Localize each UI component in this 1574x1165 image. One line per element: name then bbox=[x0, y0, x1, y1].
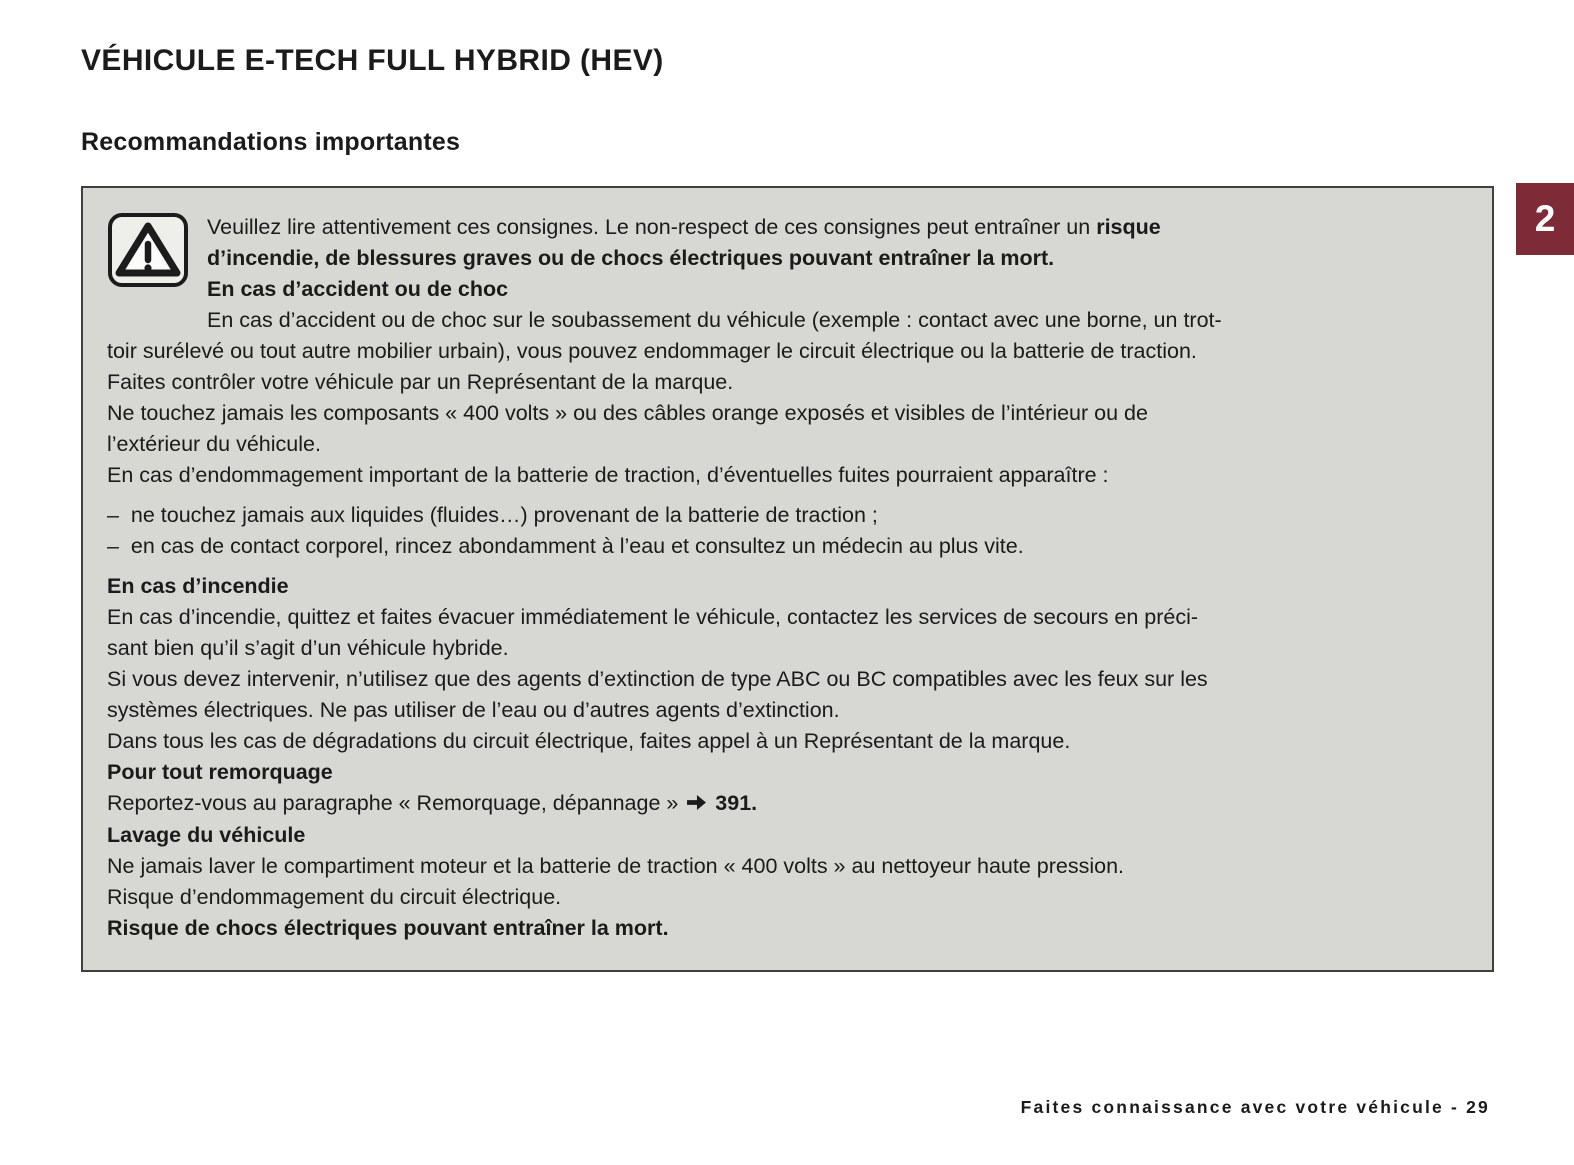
warning-line bbox=[107, 695, 1468, 726]
chapter-tab bbox=[1516, 183, 1574, 255]
warning-text-bold: En cas d’accident ou de choc bbox=[207, 277, 509, 301]
warning-line bbox=[107, 367, 1468, 398]
warning-text-segment: l’extérieur du véhicule. bbox=[107, 432, 321, 456]
warning-box bbox=[81, 186, 1494, 972]
warning-text-segment: En cas d’endommagement important de la batterie de traction, d’éventuelles fuites pourraient apparaître : bbox=[107, 463, 1109, 487]
warning-triangle-icon bbox=[107, 212, 189, 288]
warning-text-segment: sant bien qu’il s’agit d’un véhicule hybride. bbox=[107, 636, 509, 660]
warning-line bbox=[107, 602, 1468, 633]
warning-text-bold: 391. bbox=[709, 791, 758, 815]
warning-line bbox=[107, 305, 1468, 336]
warning-text-segment: Si vous devez intervenir, n’utilisez que des agents d’extinction de type ABC ou BC compatibles avec les feux sur les bbox=[107, 667, 1208, 691]
warning-text-segment: En cas d’incendie, quittez et faites évacuer immédiatement le véhicule, contactez les services de secours en préci- bbox=[107, 605, 1199, 629]
warning-text-segment: Risque d’endommagement du circuit électrique. bbox=[107, 885, 562, 909]
warning-text-segment: Faites contrôler votre véhicule par un Représentant de la marque. bbox=[107, 370, 734, 394]
warning-line bbox=[107, 913, 1468, 944]
section-title: Recommandations importantes bbox=[81, 128, 461, 156]
warning-line bbox=[107, 429, 1468, 460]
warning-text-bold: risque bbox=[1096, 215, 1161, 239]
warning-text-segment: toir surélevé ou tout autre mobilier urbain), vous pouvez endommager le circuit électrique ou la batterie de traction. bbox=[107, 339, 1197, 363]
warning-text-segment: Ne jamais laver le compartiment moteur et la batterie de traction « 400 volts » au nettoyeur haute pression. bbox=[107, 854, 1125, 878]
warning-text-bold: Pour tout remorquage bbox=[107, 760, 333, 784]
warning-line bbox=[107, 664, 1468, 695]
warning-line bbox=[107, 531, 1468, 562]
warning-line bbox=[107, 820, 1468, 851]
warning-line bbox=[107, 212, 1468, 243]
warning-line bbox=[107, 788, 1468, 820]
warning-text-segment: Dans tous les cas de dégradations du circuit électrique, faites appel à un Représentant de la marque. bbox=[107, 729, 1071, 753]
page-title: VÉHICULE E-TECH FULL HYBRID (HEV) bbox=[81, 44, 664, 77]
warning-text-bold: d’incendie, de blessures graves ou de chocs électriques pouvant entraîner la mort. bbox=[207, 246, 1055, 270]
warning-line bbox=[107, 851, 1468, 882]
warning-text-segment: – ne touchez jamais aux liquides (fluides…) provenant de la batterie de traction ; bbox=[107, 503, 878, 527]
warning-text-segment: Ne touchez jamais les composants « 400 volts » ou des câbles orange exposés et visibles de l’intérieur ou de bbox=[107, 401, 1148, 425]
warning-text bbox=[107, 212, 1468, 944]
warning-line bbox=[107, 336, 1468, 367]
warning-line bbox=[107, 274, 1468, 305]
warning-text-bold: Lavage du véhicule bbox=[107, 823, 306, 847]
warning-line bbox=[107, 571, 1468, 602]
footer-text: Faites connaissance avec votre véhicule - 29 bbox=[1020, 1097, 1490, 1117]
warning-text-segment: systèmes électriques. Ne pas utiliser de l’eau ou d’autres agents d’extinction. bbox=[107, 698, 840, 722]
warning-text-bold: En cas d’incendie bbox=[107, 574, 289, 598]
warning-line bbox=[107, 398, 1468, 429]
chapter-number: 2 bbox=[1534, 198, 1556, 239]
page-footer bbox=[1021, 1097, 1490, 1118]
warning-text-bold: Risque de chocs électriques pouvant entraîner la mort. bbox=[107, 916, 669, 940]
warning-text-segment: Reportez-vous au paragraphe « Remorquage, dépannage » bbox=[107, 791, 685, 815]
warning-line bbox=[107, 882, 1468, 913]
warning-line bbox=[107, 500, 1468, 531]
warning-text-segment: Veuillez lire attentivement ces consignes. Le non-respect de ces consignes peut entraîner un bbox=[207, 215, 1097, 239]
warning-line bbox=[107, 460, 1468, 491]
arrow-right-icon bbox=[686, 789, 707, 820]
warning-line bbox=[107, 726, 1468, 757]
warning-line bbox=[107, 243, 1468, 274]
warning-line bbox=[107, 757, 1468, 788]
warning-text-segment: En cas d’accident ou de choc sur le soubassement du véhicule (exemple : contact avec une borne, un trot- bbox=[207, 308, 1222, 332]
warning-text-segment: – en cas de contact corporel, rincez abondamment à l’eau et consultez un médecin au plus vite. bbox=[107, 534, 1024, 558]
warning-line bbox=[107, 633, 1468, 664]
